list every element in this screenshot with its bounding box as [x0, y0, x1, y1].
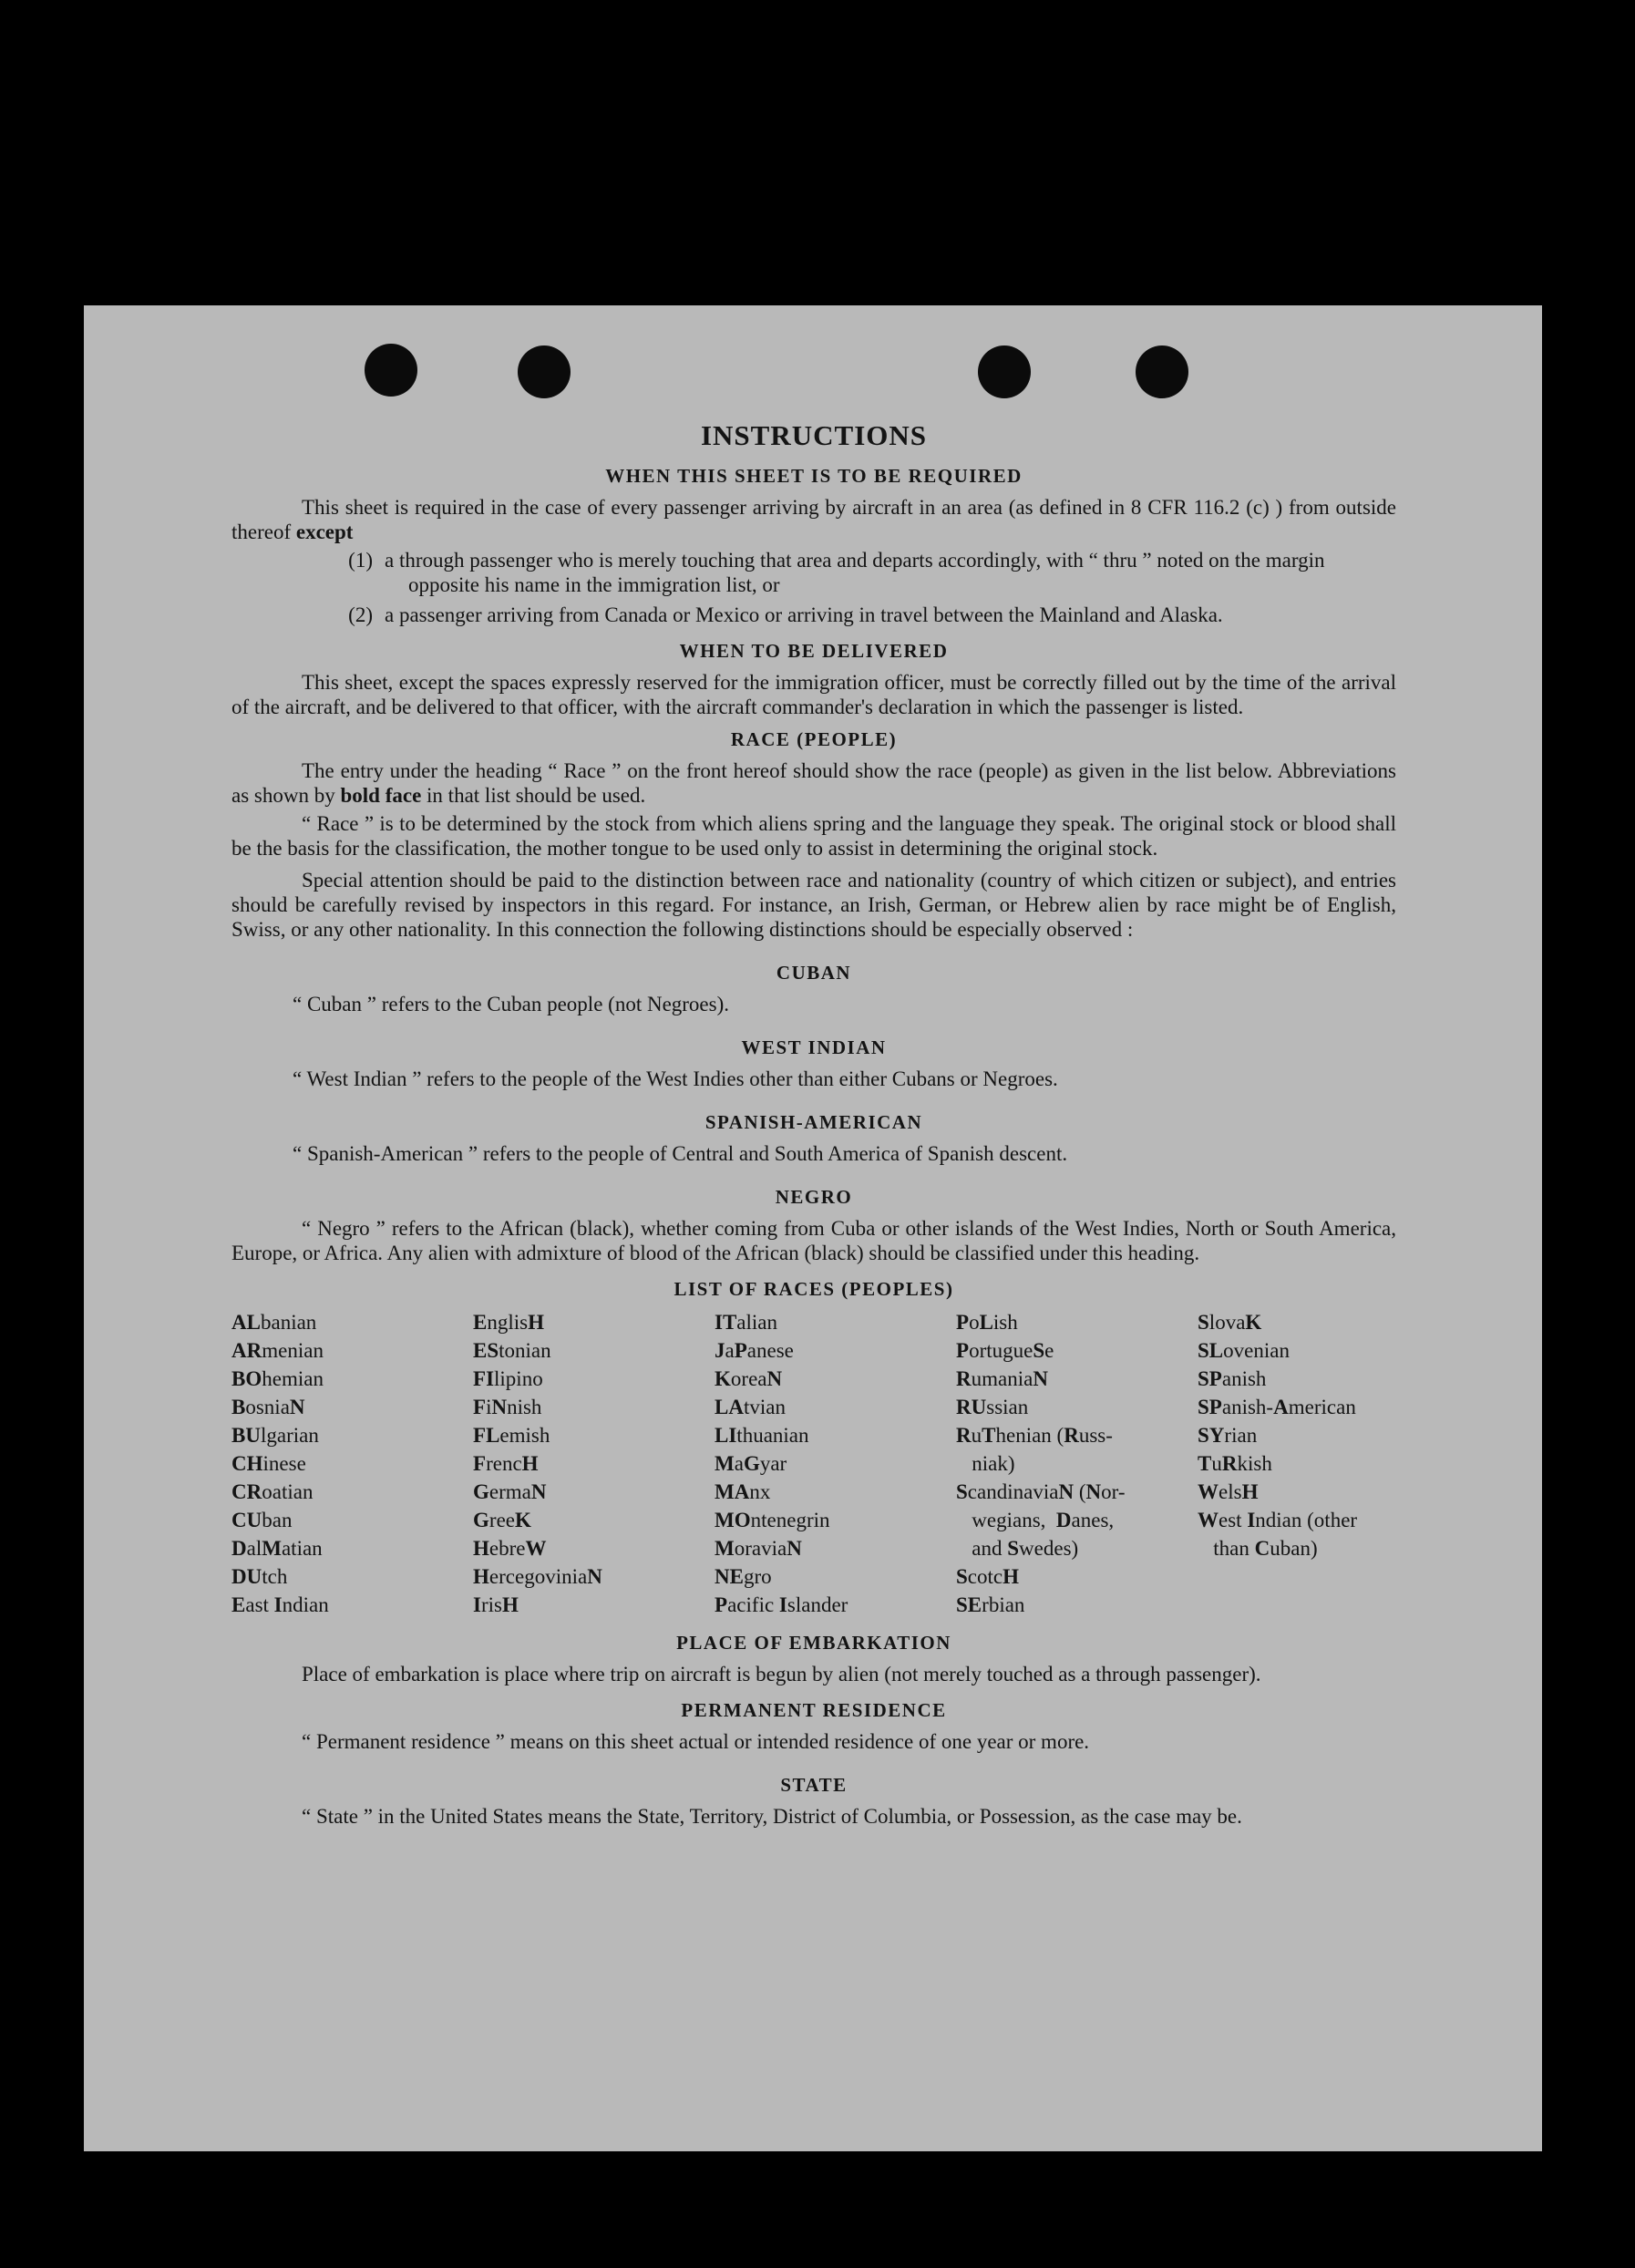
paragraph: Special attention should be paid to the distinction between race and nationality (country of which citizen or subject), and entries should be carefully revised by inspectors in this regard. For instance, an Irish, German, or Hebrew alien by race might be of English, Swiss, or any other nationality. In this connection the following distinctions should be especially observed :: [231, 869, 1396, 941]
page-title: INSTRUCTIONS: [700, 419, 927, 451]
section-heading: PERMANENT RESIDENCE: [681, 1699, 947, 1721]
race-entry: Pacific Islander: [715, 1593, 848, 1616]
race-entry: DUtch: [231, 1565, 288, 1588]
race-entry: MOntenegrin: [715, 1509, 830, 1531]
punch-hole: [1136, 345, 1188, 398]
race-entry: KoreaN: [715, 1367, 783, 1390]
races-list: [231, 1308, 1396, 1619]
race-entry: than Cuban): [1213, 1537, 1318, 1560]
paragraph: [231, 495, 1396, 544]
paragraph: “ Permanent residence ” means on this sheet actual or intended residence of one year or more.: [302, 1730, 1090, 1753]
race-entry: PoLish: [956, 1311, 1018, 1334]
section-heading: STATE: [780, 1774, 848, 1796]
paragraph-text: This sheet is required in the case of every passenger arriving by aircraft in an area (as defined in 8 CFR 116.2 (c) ) from outside thereof: [231, 496, 1396, 543]
punch-hole: [518, 345, 571, 398]
races-column: [715, 1308, 956, 1619]
race-entry: FiNnish: [473, 1396, 542, 1418]
race-entry: SPanish-American: [1198, 1396, 1356, 1418]
list-item: [231, 603, 1396, 627]
race-entry: EnglisH: [473, 1311, 544, 1334]
paragraph: Place of embarkation is place where trip on aircraft is begun by alien (not merely touched as a through passenger).: [302, 1663, 1261, 1686]
race-entry: SPanish: [1198, 1367, 1267, 1390]
section-heading: NEGRO: [775, 1186, 853, 1208]
race-entry: MAnx: [715, 1480, 771, 1503]
race-entry: NEgro: [715, 1565, 772, 1588]
race-entry: RUssian: [956, 1396, 1029, 1418]
instructions-content: [231, 419, 1396, 1829]
race-entry: TuRkish: [1198, 1452, 1272, 1475]
race-entry: BosniaN: [231, 1396, 305, 1418]
race-entry: CHinese: [231, 1452, 306, 1475]
race-entry: FLemish: [473, 1424, 550, 1447]
section-heading: SPANISH-AMERICAN: [704, 1111, 923, 1133]
section-heading: RACE (PEOPLE): [730, 728, 898, 750]
race-entry: DalMatian: [231, 1537, 323, 1560]
races-column: [473, 1308, 715, 1619]
race-entry: RumaniaN: [956, 1367, 1048, 1390]
document-sheet: [84, 305, 1542, 2151]
bold-text: except: [295, 521, 354, 543]
race-entry: CRoatian: [231, 1480, 314, 1503]
section-heading: CUBAN: [776, 962, 852, 984]
race-entry: BOhemian: [231, 1367, 324, 1390]
race-entry: ScandinaviaN (Nor-: [956, 1480, 1126, 1503]
race-entry: BUlgarian: [231, 1424, 319, 1447]
section-heading: LIST OF RACES (PEOPLES): [674, 1278, 954, 1300]
paragraph: “ Negro ” refers to the African (black), whether coming from Cuba or other islands of the West Indies, North or South America, Europe, or Africa. Any alien with admixture of blood of the African (black) should be classified under this heading.: [231, 1217, 1396, 1264]
item-number: (2): [348, 603, 373, 626]
list-item: [231, 548, 1396, 597]
race-entry: PortugueSe: [956, 1339, 1054, 1362]
race-entry: SErbian: [956, 1593, 1025, 1616]
races-column: [231, 1308, 473, 1619]
race-entry: ARmenian: [231, 1339, 324, 1362]
punch-hole: [978, 345, 1031, 398]
race-entry: East Indian: [231, 1593, 329, 1616]
paragraph: “ Cuban ” refers to the Cuban people (not Negroes).: [293, 993, 730, 1015]
paragraph: “ Race ” is to be determined by the stock from which aliens spring and the language they speak. The original stock or blood shall be the basis for the classification, the mother tongue to be used only to assist in determining the original stock.: [231, 812, 1396, 860]
race-entry: SlovaK: [1198, 1311, 1262, 1334]
paragraph: [231, 758, 1396, 808]
race-entry: West Indian (other: [1198, 1509, 1358, 1531]
item-number: (1): [348, 549, 373, 572]
race-entry: MoraviaN: [715, 1537, 802, 1560]
paragraph: “ West Indian ” refers to the people of the West Indies other than either Cubans or Negroes.: [293, 1067, 1058, 1090]
race-entry: ITalian: [715, 1311, 778, 1334]
section-heading: WHEN THIS SHEET IS TO BE REQUIRED: [605, 465, 1023, 487]
paragraph-text: The entry under the heading “ Race ” on the front hereof should show the race (people) as given in the list below. Abbreviations as shown by: [231, 759, 1396, 807]
race-entry: CUban: [231, 1509, 293, 1531]
race-entry: FrencH: [473, 1452, 539, 1475]
section-heading: WEST INDIAN: [741, 1036, 887, 1058]
race-entry: SYrian: [1198, 1424, 1258, 1447]
race-entry: LIthuanian: [715, 1424, 809, 1447]
item-text: a passenger arriving from Canada or Mexico or arriving in travel between the Mainland and Alaska.: [385, 603, 1223, 626]
race-entry: SLovenian: [1198, 1339, 1290, 1362]
races-column: [1198, 1308, 1396, 1619]
race-entry: LAtvian: [715, 1396, 786, 1418]
race-entry: wegians, Danes,: [972, 1509, 1115, 1531]
race-entry: ALbanian: [231, 1311, 317, 1334]
race-entry: ScotcH: [956, 1565, 1020, 1588]
paragraph: This sheet, except the spaces expressly reserved for the immigration officer, must be correctly filled out by the time of the arrival of the aircraft, and be delivered to that officer, with the aircraft commander's declaration in which the passenger is listed.: [231, 671, 1396, 718]
paragraph: “ Spanish-American ” refers to the people of Central and South America of Spanish descent.: [293, 1142, 1068, 1165]
race-entry: GermaN: [473, 1480, 547, 1503]
race-entry: RuThenian (Russ-: [956, 1424, 1113, 1447]
paragraph: “ State ” in the United States means the State, Territory, District of Columbia, or Possession, as the case may be.: [302, 1805, 1242, 1828]
paragraph-text: in that list should be used.: [427, 784, 646, 807]
race-entry: JaPanese: [715, 1339, 794, 1362]
race-entry: WelsH: [1198, 1480, 1259, 1503]
section-heading: PLACE OF EMBARKATION: [676, 1632, 951, 1654]
punch-hole: [365, 344, 417, 397]
race-entry: and Swedes): [972, 1537, 1079, 1560]
race-entry: MaGyar: [715, 1452, 787, 1475]
race-entry: IrisH: [473, 1593, 519, 1616]
races-column: [956, 1308, 1198, 1619]
section-heading: WHEN TO BE DELIVERED: [679, 640, 949, 662]
bold-text: bold face: [340, 784, 422, 807]
race-entry: HebreW: [473, 1537, 547, 1560]
race-entry: EStonian: [473, 1339, 551, 1362]
item-text: a through passenger who is merely touching that area and departs accordingly, with “ thru ” noted on the margin opposite his name in the immigration list, or: [385, 549, 1325, 596]
race-entry: HercegoviniaN: [473, 1565, 602, 1588]
race-entry: niak): [972, 1452, 1015, 1475]
race-entry: GreeK: [473, 1509, 531, 1531]
race-entry: FIlipino: [473, 1367, 543, 1390]
